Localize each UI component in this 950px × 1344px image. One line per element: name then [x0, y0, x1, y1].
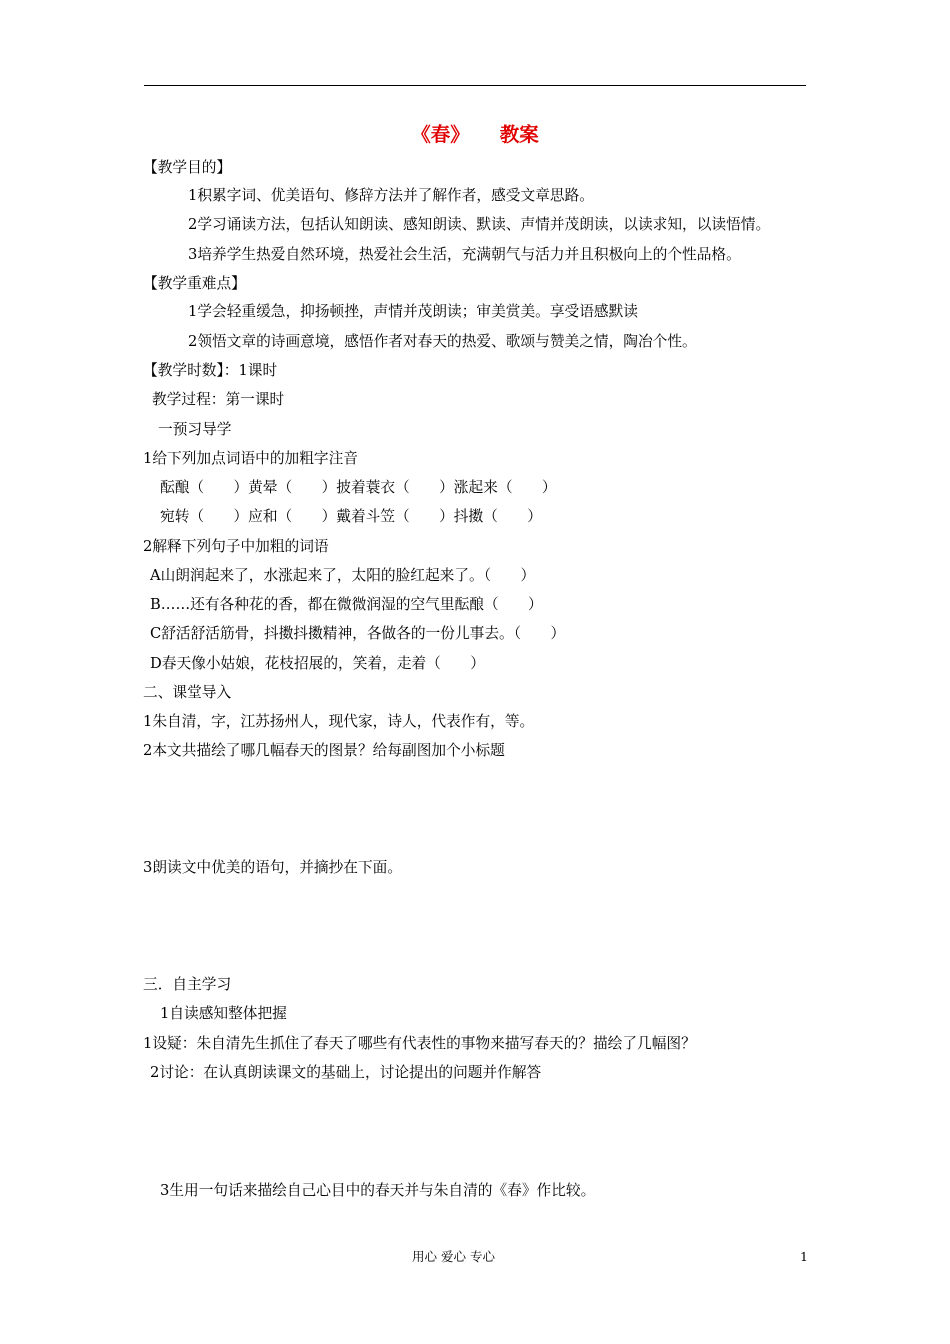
title-text: 《春》 [411, 123, 470, 146]
text-line-words-2: 宛转（ ）应和（ ）戴着斗笠（ ）抖擞（ ） [160, 508, 542, 525]
title-subtext: 教案 [499, 123, 539, 146]
text-line-key-heading: 【教学重难点】 [143, 275, 246, 292]
text-line-hours: 【教学时数】：1课时 [143, 362, 278, 379]
text-line-self-1: 1自读感知整体把握 [160, 1005, 287, 1022]
text-line-q2: 2解释下列句子中加粗的词语 [143, 538, 329, 555]
page-title [0, 123, 950, 147]
text-line-self-q1: 1设疑：朱自清先生抓住了春天了哪些有代表性的事物来描写春天的？描绘了几幅图？ [143, 1035, 696, 1052]
text-line-goal-1: 1积累字词、优美语句、修辞方法并了解作者，感受文章思路。 [188, 187, 594, 204]
text-line-words-1: 酝酿（ ）黄晕（ ）披着蓑衣（ ）涨起来（ ） [160, 479, 557, 496]
text-line-intro-3: 3朗读文中优美的语句，并摘抄在下面。 [143, 859, 403, 876]
text-line-q2-d: D春天像小姑娘，花枝招展的，笑着，走着（ ） [150, 655, 485, 672]
text-line-intro-1: 1朱自清，字，江苏扬州人，现代家，诗人，代表作有，等。 [143, 713, 535, 730]
page-number: 1 [800, 1249, 808, 1264]
text-line-goal-3: 3培养学生热爱自然环境，热爱社会生活，充满朝气与活力并且积极向上的个性品格。 [188, 246, 741, 263]
text-line-key-1: 1学会轻重缓急，抑扬顿挫，声情并茂朗读；审美赏美。享受语感默读 [188, 303, 638, 320]
text-line-goal-2: 2学习诵读方法，包括认知朗读、感知朗读、默读、声情并茂朗读，以读求知，以读悟情。 [188, 216, 771, 233]
text-line-intro-2: 2本文共描绘了哪几幅春天的图景？给每副图加个小标题 [143, 742, 505, 759]
text-line-self-q2: 2讨论：在认真朗读课文的基础上，讨论提出的问题并作解答 [150, 1064, 542, 1081]
text-line-q2-c: C舒活舒活筋骨，抖擞抖擞精神，各做各的一份儿事去。（ ） [150, 625, 566, 642]
footer-motto: 用心 爱心 专心 [412, 1249, 495, 1264]
text-line-sec-2: 二、课堂导入 [143, 684, 232, 701]
text-line-q2-b: B……还有各种花的香，都在微微润湿的空气里酝酿（ ） [150, 596, 543, 613]
text-line-sec-3: 三．自主学习 [143, 976, 232, 993]
text-line-process: 教学过程：第一课时 [152, 391, 285, 408]
header-rule [144, 85, 806, 86]
text-line-q2-a: A山朗润起来了，水涨起来了，太阳的脸红起来了。（ ） [150, 567, 536, 584]
text-line-self-q3: 3生用一句话来描绘自己心目中的春天并与朱自清的《春》作比较。 [160, 1182, 596, 1199]
text-line-sec-1: 一预习导学 [158, 421, 232, 438]
text-line-key-2: 2领悟文章的诗画意境，感悟作者对春天的热爱、歌颂与赞美之情，陶冶个性。 [188, 333, 697, 350]
text-line-q1: 1给下列加点词语中的加粗字注音 [143, 450, 358, 467]
text-line-goal-heading: 【教学目的】 [143, 159, 232, 176]
